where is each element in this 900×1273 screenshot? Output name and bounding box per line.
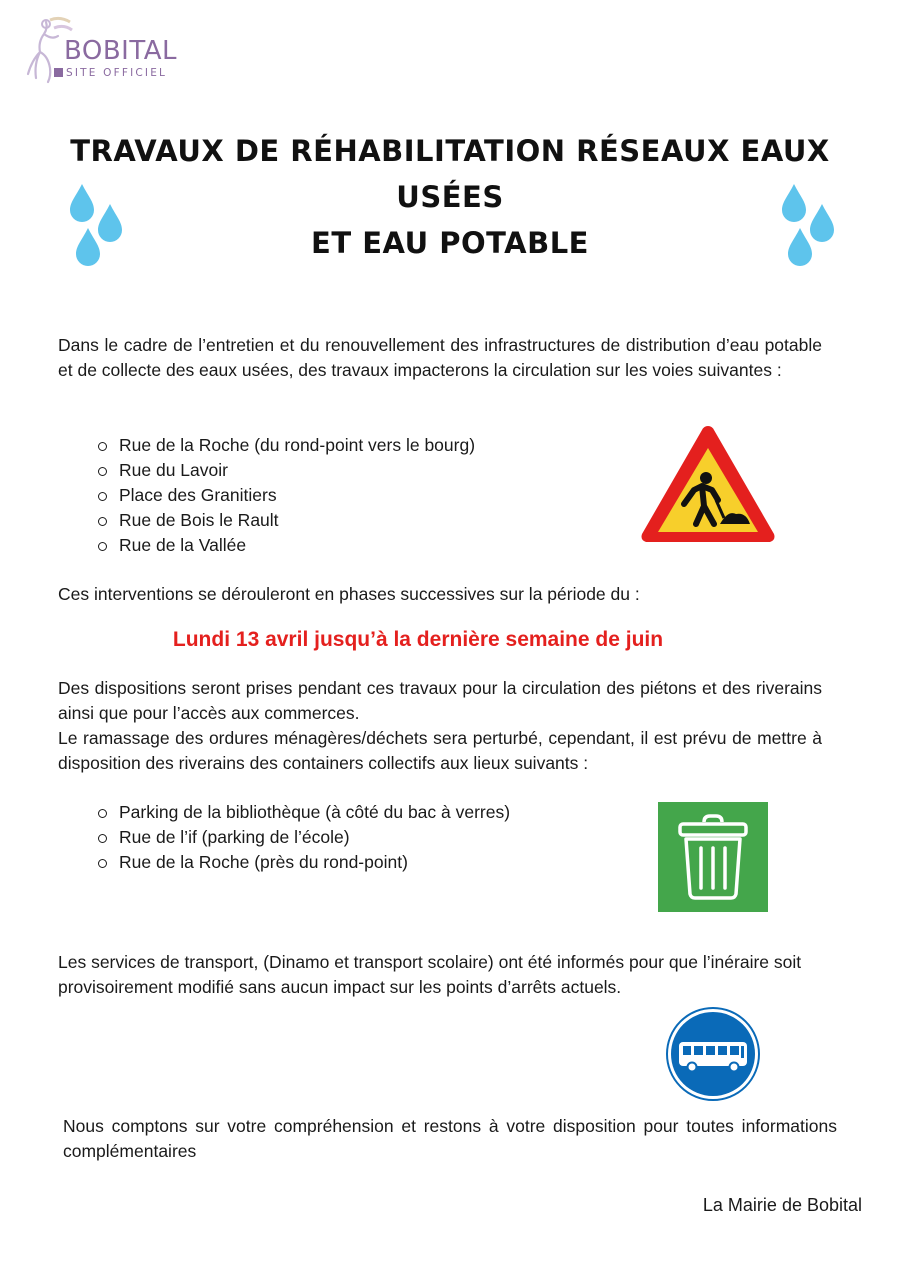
logo-square-icon (54, 68, 63, 77)
bus-sign-icon (665, 1006, 761, 1102)
page-title-line-1: TRAVAUX DE RÉHABILITATION RÉSEAUX EAUX USÉES (70, 134, 830, 214)
transport-paragraph: Les services de transport, (Dinamo et transport scolaire) ont été informés pour que l’inéraire soit provisoirement modifié sans aucun impact sur les points d’arrêts actuels. (58, 952, 802, 997)
list-item: Parking de la bibliothèque (à côté du bac à verres) (98, 800, 510, 825)
list-item: Rue de la Roche (près du rond-point) (98, 850, 510, 875)
page-title (40, 128, 860, 266)
logo-subtitle: SITE OFFICIEL (66, 67, 168, 79)
logo-name: BOBITAL (64, 36, 177, 66)
list-item: Rue de la Vallée (98, 533, 475, 558)
water-drop-icon (810, 204, 834, 242)
water-drops-left-icon (62, 182, 132, 272)
water-drop-icon (788, 228, 812, 266)
period-highlight: Lundi 13 avril jusqu’à la dernière semaine de juin (172, 628, 664, 651)
list-item: Rue de Bois le Rault (98, 508, 475, 533)
list-item: Place des Granitiers (98, 483, 475, 508)
roadworks-sign-icon (636, 420, 780, 548)
list-item: Rue de l’if (parking de l’école) (98, 825, 510, 850)
container-locations-list (98, 800, 510, 875)
closing-paragraph: Nous comptons sur votre compréhension et restons à votre disposition pour toutes informations complémentaires (63, 1116, 837, 1161)
water-drop-icon (70, 184, 94, 222)
water-drop-icon (76, 228, 100, 266)
bobital-logo (24, 16, 184, 86)
water-drops-right-icon (776, 182, 846, 272)
dispositions-paragraph-1: Des dispositions seront prises pendant ces travaux pour la circulation des piétons et des riverains ainsi que pour l’accès aux commerces. (58, 678, 822, 723)
intro-paragraph: Dans le cadre de l’entretien et du renouvellement des infrastructures de distribution d’eau potable et de collecte des eaux usées, des travaux impacterons la circulation sur les voies suivantes : (58, 335, 822, 380)
period-intro: Ces interventions se dérouleront en phases successives sur la période du : (58, 584, 640, 604)
water-drop-icon (782, 184, 806, 222)
signature: La Mairie de Bobital (702, 1195, 862, 1215)
list-item: Rue du Lavoir (98, 458, 475, 483)
page-title-line-2: ET EAU POTABLE (311, 226, 589, 260)
dispositions-paragraph-2: Le ramassage des ordures ménagères/déchets sera perturbé, cependant, il est prévu de mettre à disposition des riverains des containers collectifs aux lieux suivants : (58, 728, 822, 773)
water-drop-icon (98, 204, 122, 242)
trash-bin-icon (658, 802, 768, 912)
list-item: Rue de la Roche (du rond-point vers le bourg) (98, 433, 475, 458)
affected-streets-list (98, 433, 475, 558)
